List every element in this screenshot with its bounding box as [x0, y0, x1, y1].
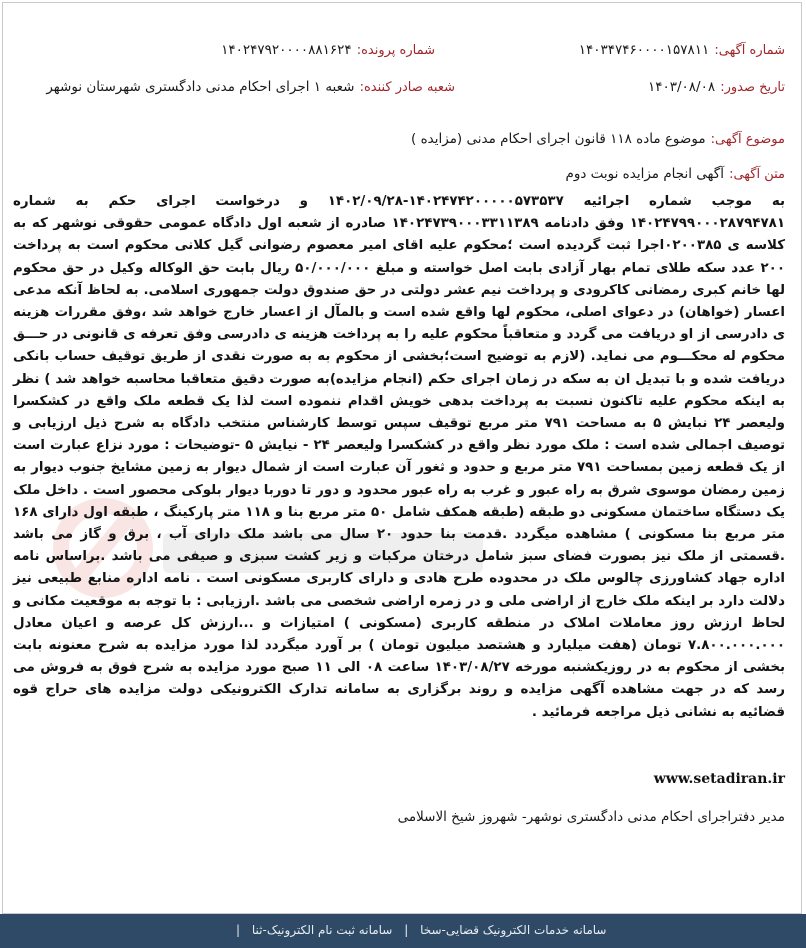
subject-row	[411, 128, 785, 147]
case-number-label: شماره پرونده:	[356, 43, 435, 58]
subject-label: موضوع آگهی:	[710, 132, 785, 147]
footer-separator: |	[404, 923, 409, 937]
notice-number-value: ۱۴۰۳۴۷۴۶۰۰۰۰۱۵۷۸۱۱	[578, 42, 710, 58]
notice-text-label: متن آگهی:	[729, 167, 785, 182]
signer: مدیر دفتراجرای احکام مدنی دادگستری نوشهر- شهروز شیخ الاسلامی	[397, 809, 785, 825]
issuer-value: شعبه ۱ اجرای احکام مدنی دادگستری شهرستان نوشهر	[46, 79, 355, 95]
footer-links	[232, 923, 610, 937]
footer-bar	[0, 914, 806, 948]
footer-link-sakha[interactable]: سامانه خدمات الکترونیک قضایی-سخا	[420, 923, 607, 937]
notice-number-row	[579, 39, 785, 58]
subject-value: موضوع ماده ۱۱۸ قانون اجرای احکام مدنی (مزایده )	[411, 131, 706, 147]
case-number-value: ۱۴۰۲۴۷۹۲۰۰۰۰۸۸۱۶۲۴	[221, 42, 352, 58]
issue-date-row	[648, 76, 785, 95]
issuer-row	[46, 76, 455, 95]
notice-number-label: شماره آگهی:	[714, 43, 785, 58]
website-link[interactable]: www.setadiran.ir	[653, 771, 785, 787]
case-number-row	[221, 39, 435, 58]
footer-separator-end: |	[236, 923, 241, 937]
notice-title: آگهی انجام مزایده نوبت دوم	[565, 166, 724, 182]
notice-frame	[2, 2, 802, 914]
notice-body: به موجب شماره اجرائیه ۱۴۰۲۴۷۴۲۰۰۰۰۰۵۷۳۵۳۷-۱۴۰۲/۰۹/۲۸ و درخواست اجرای حکم به شماره ۱۴۰۲۴۷۹۹۰۰۰۲۸۷۹۴۷۸۱ وفق دادنامه ۱۴۰۲۴۷۳۹۰۰۰۳۳۱۱۳۸۹ صادره از شعبه اول دادگاه عمومی حقوقی نوشهر که به کلاسه ی ۰۲۰۰۳۸۵اجرا ثبت گردیده است ؛محکوم علیه اقای امیر معصوم رضوانی گیل کلانی محکوم است به پرداخت ۲۰۰ عدد سکه طلای تمام بهار آزادی بابت اصل خواسته و مبلغ ۵۰/۰۰۰/۰۰۰ ریال بابت حق الوکاله وکیل در حق محکوم لها خانم کبری رمضانی کاکرودی و پرداخت نیم عشر دولتی در حق صندوق دولت جمهوری اسلامی. به لحاظ آنکه مدعی اعسار (خواهان) در دعوای اصلی، محکوم لها واقع شده است و بالمآل از اعسار خارج خواهد شد ،وفق مقررات هزینه ی دادرسی از او دریافت می گردد و متعاقباً محکوم علیه را به پرداخت هزینه ی دادرسی وفق تعرفه ی قانونی در حـــق محکوم له محکـــوم می نماید. (لازم به توضیح است؛بخشی از محکوم به به صورت نقدی از طریق توقیف حساب بانکی دریافت شده و با تبدیل ان به سکه در زمان اجرای حکم (انجام مزایده)به صورت دقیق متعاقبا محاسبه خواهد شد ) نظر به اینکه محکوم علیه تاکنون نسبت به پرداخت بدهی خویش اقدام ننموده است لذا یک قطعه ملک واقع در کشکسرا ولیعصر ۲۴ نبایش ۵ به مساحت ۷۹۱ متر مربع توقیف سپس توسط کارشناس منتخب دادگاه به شرح ذیل ارزیابی و توصیف اجمالی شده است : ملک مورد نظر واقع در کشکسرا ولیعصر ۲۴ - نیایش ۵ -توضیحات : مورد نزاع عبارت است از یک قطعه زمین بمساحت ۷۹۱ متر مربع و حدود و ثغور آن عبارت است از شمال دیوار به زمین مشایخ جنوب دیوار به زمین رمضان موسوی شرق به راه عبور و غرب به راه عبور محدود و دور تا دوربا دیوار بلوکی محصور است . داخل ملک یک دستگاه ساختمان مسکونی دو طبقه (طبقه همکف شامل ۵۰ متر مربع بنا و ۱۱۸ متر پارکینگ ، طبقه اول دارای ۱۶۸ متر مربع بنا مسکونی ) مشاهده میگردد .قدمت بنا حدود ۲۰ سال می باشد ملک دارای آب ، برق و گاز می باشد .قسمتی از ملک نیز بصورت فضای سبز شامل درختان مرکبات و زیر کشت سبزی و صیفی می باشد .براساس نامه اداره جهاد کشاورزی چالوس ملک در محدوده طرح هادی و دارای کاربری مسکونی است . نامه اداره منابع طبیعی نیز دلالت دارد بر اینکه ملک خارج از اراضی ملی و در زمره اراضی شخصی می باشد .ارزیابی : با توجه به موقعیت مکانی و لحاظ ارزش روز معاملات املاک در منطقه کاربری (مسکونی ) امتیازات و ...ارزش کل عرصه و اعیان معادل ۷.۸۰۰.۰۰۰.۰۰۰ تومان (هفت میلیارد و هشتصد میلیون تومان ) بر آورد میگردد لذا مورد مزایده به شرح معنونه بابت بخشی از محکوم به در روزیکشنبه مورخه ۱۴۰۳/۰۸/۲۷ ساعت ۰۸ الی ۱۱ صبح مورد مزایده به شرح فوق به فروش می رسد که در جهت مشاهده آگهی مزایده و روند برگزاری به سامانه تدارک الکترونیکی دولت مزایده های حراج قوه قضائیه به نشانی ذیل مراجعه فرمائید .	[13, 194, 786, 720]
issue-date-value: ۱۴۰۳/۰۸/۰۸	[648, 79, 716, 95]
footer-link-sana[interactable]: سامانه ثبت نام الکترونیک-ثنا	[251, 923, 393, 937]
issuer-label: شعبه صادر کننده:	[359, 80, 455, 95]
issue-date-label: تاریخ صدور:	[720, 80, 785, 95]
notice-title-row	[565, 163, 785, 182]
